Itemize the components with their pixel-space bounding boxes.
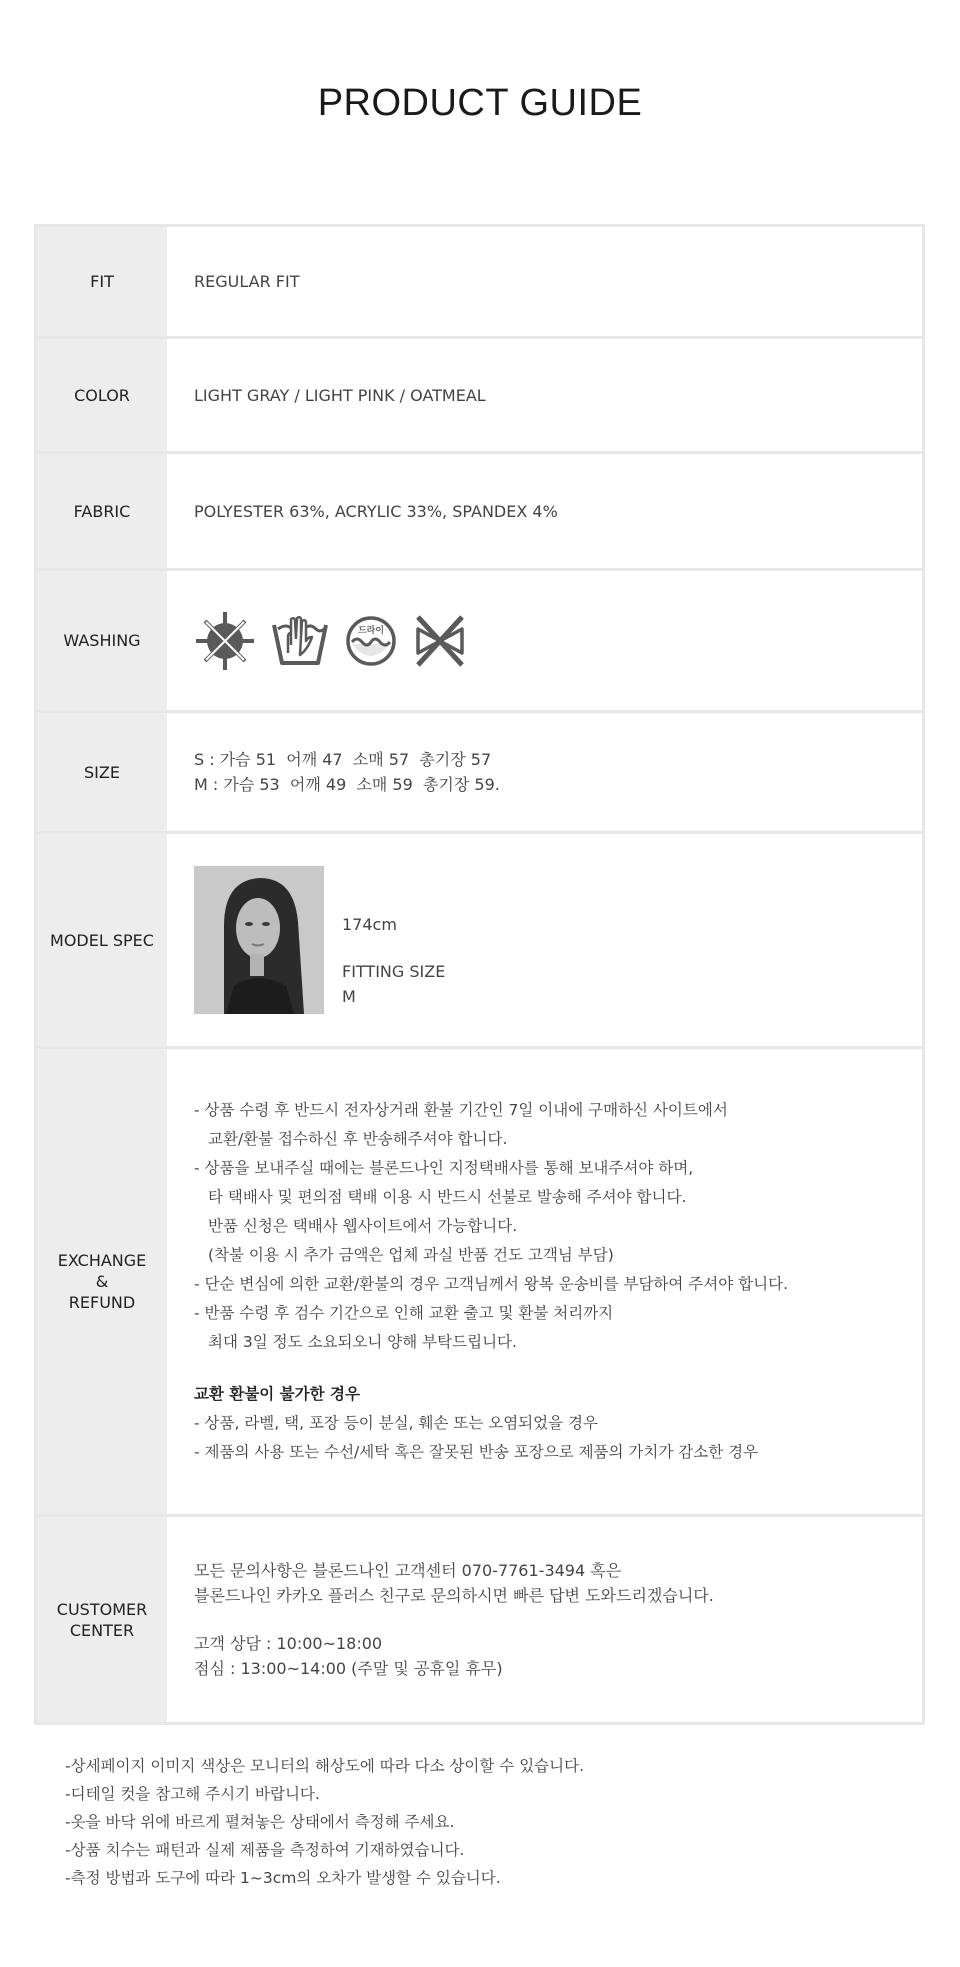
dry-clean-icon	[344, 614, 398, 668]
model-spec-label: MODEL SPEC	[37, 834, 167, 1046]
not-allowed-line: - 상품, 라벨, 택, 포장 등이 분실, 훼손 또는 오염되었을 경우	[194, 1414, 598, 1432]
customer-hours: 고객 상담 : 10:00~18:00	[194, 1634, 383, 1653]
exchange-refund-value	[167, 1049, 922, 1514]
fitting-size-value: M	[342, 986, 356, 1006]
customer-label-line2: CENTER	[69, 1620, 135, 1640]
size-line-s: S : 가슴 51 어깨 47 소매 57 총기장 57	[194, 750, 492, 769]
size-label: SIZE	[37, 713, 167, 831]
model-photo-illustration	[194, 866, 324, 1014]
washing-value	[167, 571, 922, 710]
exchange-refund-label	[37, 1049, 167, 1514]
model-spec-row	[37, 831, 922, 1046]
policy-line: 교환/환불 접수하신 후 반송해주셔야 합니다.	[208, 1130, 508, 1148]
fabric-row	[37, 451, 922, 568]
policy-line: 최대 3일 정도 소요되오니 양해 부탁드립니다.	[208, 1333, 517, 1351]
not-allowed-line: - 제품의 사용 또는 수선/세탁 혹은 잘못된 반송 포장으로 제품의 가치가 감소한 경우	[194, 1443, 759, 1461]
notes-list	[65, 1752, 925, 1892]
policy-line: 반품 신청은 택배사 웹사이트에서 가능합니다.	[208, 1217, 518, 1235]
not-allowed-title: 교환 환불이 불가한 경우	[194, 1385, 360, 1403]
customer-contact-line1: 모든 문의사항은 블론드나인 고객센터 070-7761-3494 혹은	[194, 1561, 622, 1580]
model-info	[342, 872, 445, 1009]
policy-line: (착불 이용 시 추가 금액은 업체 과실 반품 건도 고객님 부담)	[208, 1246, 614, 1264]
size-row	[37, 710, 922, 831]
product-guide-table	[34, 224, 925, 1725]
policy-line: - 상품 수령 후 반드시 전자상거래 환불 기간인 7일 이내에 구매하신 사이트에서	[194, 1101, 728, 1119]
color-value: LIGHT GRAY / LIGHT PINK / OATMEAL	[194, 385, 486, 405]
exchange-label-line2: &	[95, 1272, 109, 1291]
washing-label: WASHING	[37, 571, 167, 710]
fitting-size-label: FITTING SIZE	[342, 961, 446, 981]
note-item: -측정 방법과 도구에 따라 1~3cm의 오차가 발생할 수 있습니다.	[65, 1869, 501, 1887]
color-row	[37, 336, 922, 451]
customer-label-line1: CUSTOMER	[56, 1599, 148, 1619]
customer-center-value	[167, 1517, 922, 1722]
fabric-value: POLYESTER 63%, ACRYLIC 33%, SPANDEX 4%	[194, 501, 558, 521]
customer-center-row	[37, 1514, 922, 1722]
size-value	[167, 713, 922, 831]
exchange-label-line1: EXCHANGE	[57, 1251, 147, 1270]
fabric-label: FABRIC	[37, 454, 167, 568]
color-label: COLOR	[37, 339, 167, 451]
no-iron-icon	[412, 613, 468, 669]
model-height: 174cm	[342, 914, 397, 934]
policy-line: 타 택배사 및 편의점 택배 이용 시 반드시 선불로 발송해 주셔야 합니다.	[208, 1188, 687, 1206]
exchange-policy-list	[194, 1096, 922, 1357]
exchange-refund-row	[37, 1046, 922, 1514]
customer-center-label	[37, 1517, 167, 1722]
fit-value: REGULAR FIT	[194, 272, 300, 291]
hand-wash-icon	[270, 615, 330, 667]
no-tumble-dry-icon	[194, 610, 256, 672]
model-spec-value	[167, 834, 922, 1046]
not-allowed-section	[194, 1380, 922, 1467]
fit-label: FIT	[37, 227, 167, 336]
note-item: -디테일 컷을 참고해 주시기 바랍니다.	[65, 1785, 320, 1803]
fit-row	[37, 227, 922, 336]
customer-contact-line2: 블론드나인 카카오 플러스 친구로 문의하시면 빠른 답변 도와드리겠습니다.	[194, 1586, 714, 1605]
page-title: PRODUCT GUIDE	[317, 82, 643, 124]
note-item: -상품 치수는 패턴과 실제 제품을 측정하여 기재하였습니다.	[65, 1841, 465, 1859]
policy-line: - 반품 수령 후 검수 기간으로 인해 교환 출고 및 환불 처리까지	[194, 1304, 614, 1322]
policy-line: - 단순 변심에 의한 교환/환불의 경우 고객님께서 왕복 운송비를 부담하여 주셔야 합니다.	[194, 1275, 788, 1293]
washing-icons	[194, 610, 922, 672]
washing-row	[37, 568, 922, 710]
customer-lunch: 점심 : 13:00~14:00 (주말 및 공휴일 휴무)	[194, 1659, 503, 1678]
policy-line: - 상품을 보내주실 때에는 블론드나인 지정택배사를 통해 보내주셔야 하며,	[194, 1159, 694, 1177]
model-photo	[194, 866, 324, 1014]
dry-clean-text: 드라이	[357, 625, 385, 636]
note-item: -상세페이지 이미지 색상은 모니터의 해상도에 따라 다소 상이할 수 있습니다.	[65, 1757, 585, 1775]
note-item: -옷을 바닥 위에 바르게 펼쳐놓은 상태에서 측정해 주세요.	[65, 1813, 455, 1831]
size-line-m: M : 가슴 53 어깨 49 소매 59 총기장 59.	[194, 775, 500, 794]
exchange-label-line3: REFUND	[68, 1293, 136, 1312]
